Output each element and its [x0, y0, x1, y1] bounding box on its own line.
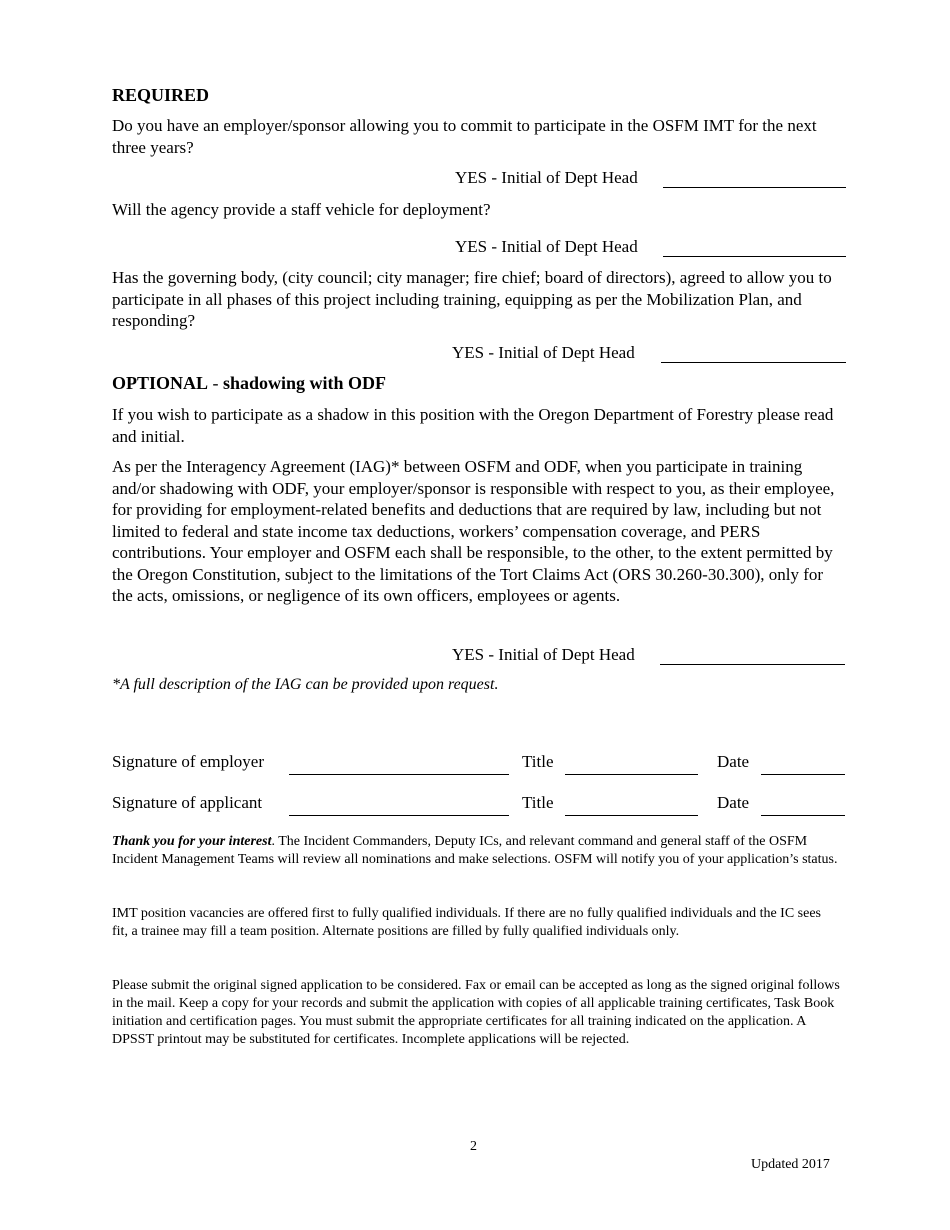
- iag-agreement-text: As per the Interagency Agreement (IAG)* between OSFM and ODF, when you participate in training and/or shadowing with ODF, your employer/sponsor is responsible with respect to you, as their employee, for providing for employment-related benefits and deductions that are required by law, including but not limited to federal and state income tax deductions, workers’ compensation coverage, and PERS contributions. Your employer and OSFM each shall be responsible, to the other, to the extent permitted by the Oregon Constitution, subject to the limitations of the Tort Claims Act (ORS 30.260-30.300), only for the acts, omissions, or negligence of its own officers, employees or agents.: [112, 457, 835, 605]
- optional-heading-rest: shadowing with ODF: [223, 373, 387, 393]
- thank-you-rest: . The Incident Commanders, Deputy ICs, and relevant command and general staff of the OSFM Incident Management Teams will review all nominations and make selections. OSFM will notify you of your application’s status.: [112, 834, 838, 867]
- optional-intro: If you wish to participate as a shadow in this position with the Oregon Department of Forestry please read and initial.: [112, 405, 834, 446]
- iag-note: *A full description of the IAG can be provided upon request.: [112, 676, 499, 693]
- initial-line-3[interactable]: [661, 362, 846, 363]
- updated-label: Updated 2017: [751, 1157, 830, 1172]
- initial-line-2[interactable]: [663, 256, 846, 257]
- submission-paragraph: Please submit the original signed application to be considered. Fax or email can be accepted as long as the signed original follows in the mail. Keep a copy for your records and submit the application with copies of all applicable training certificates, Task Book initiation and certification pages. You must submit the appropriate certificates for all training indicated on the application. A DPSST printout may be substituted for certificates. Incomplete applications will be rejected.: [112, 978, 840, 1047]
- optional-heading-bold: OPTIONAL: [112, 373, 209, 393]
- date-employer-label: Date: [717, 752, 750, 771]
- date-employer-line[interactable]: [761, 774, 845, 775]
- question-staff-vehicle: Will the agency provide a staff vehicle for deployment?: [112, 200, 491, 219]
- initial-label-1: YES - Initial of Dept Head: [455, 168, 638, 187]
- signature-employer-line[interactable]: [289, 774, 509, 775]
- date-applicant-label: Date: [717, 793, 750, 812]
- signature-employer-label: Signature of employer: [112, 752, 265, 771]
- signature-applicant-label: Signature of applicant: [112, 793, 263, 812]
- date-applicant-line[interactable]: [761, 815, 845, 816]
- vacancies-paragraph: IMT position vacancies are offered first to fully qualified individuals. If there are no fully qualified individuals and the IC sees fit, a trainee may fill a team position. Alternate positions are filled by fully qualified individuals only.: [112, 906, 822, 939]
- page-number: 2: [470, 1139, 477, 1154]
- optional-heading: [112, 373, 386, 394]
- initial-line-4[interactable]: [660, 664, 845, 665]
- question-employer-commitment: Do you have an employer/sponsor allowing you to commit to participate in the OSFM IMT for the next three years?: [112, 116, 817, 157]
- title-applicant-label: Title: [522, 793, 554, 812]
- required-heading: REQUIRED: [112, 85, 210, 105]
- initial-label-4: YES - Initial of Dept Head: [452, 645, 635, 664]
- title-employer-label: Title: [522, 752, 554, 771]
- title-applicant-line[interactable]: [565, 815, 698, 816]
- initial-label-2: YES - Initial of Dept Head: [455, 237, 638, 256]
- thank-you-paragraph: [112, 833, 840, 869]
- initial-label-3: YES - Initial of Dept Head: [452, 343, 635, 362]
- title-employer-line[interactable]: [565, 774, 698, 775]
- thank-you-bold: Thank you for your interest: [112, 834, 272, 849]
- question-governing-body: Has the governing body, (city council; city manager; fire chief; board of directors), agreed to allow you to participate in all phases of this project including training, equipping as per the Mobilization Plan, and responding?: [112, 268, 832, 330]
- signature-applicant-line[interactable]: [289, 815, 509, 816]
- optional-heading-sep: -: [208, 373, 224, 393]
- initial-line-1[interactable]: [663, 187, 846, 188]
